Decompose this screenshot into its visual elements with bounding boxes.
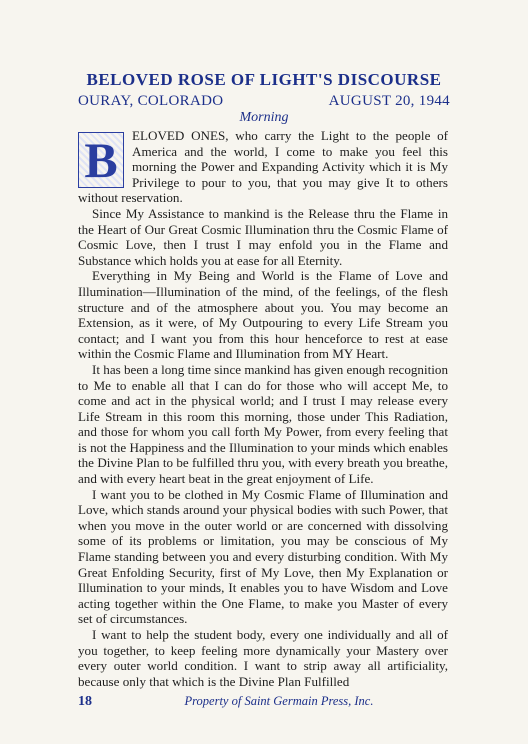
page-number: 18	[78, 694, 92, 709]
paragraph-2: Since My Assistance to mankind is the Release thru the Flame in the Heart of Our Great Cosmic Illumination thru the Cosmic Flame of Cosmic Love, then I trust I may enfold you in the Flame and Substance which holds you at ease for all Eternity.	[78, 205, 448, 268]
discourse-title: BELOVED ROSE OF LIGHT'S DISCOURSE	[86, 70, 442, 89]
publisher-credit: Property of Saint Germain Press, Inc.	[184, 694, 374, 708]
paragraph-6: I want to help the student body, every one individually and all of you together, to keep feeling more dynamically your Mastery over every outer world condition. I want to strip away all artificiality, because only that which is the Divine Plan Fulfilled	[78, 627, 448, 689]
paragraph-1-text: who carry the Light to the people of America and the world, I come to make you feel this morning the Power and Expanding Activity which it is My Privilege to pour to you, that you may give It to others without reservation.	[78, 128, 449, 206]
time-of-day: Morning	[239, 110, 289, 125]
paragraph-4: It has been a long time since mankind has given enough recognition to Me to enable all that I can do for those who will accept Me, to come and act in the physical world; and I trust I may release every Life Stream in this room this morning, those under This Radiation, and those for whom you call forth My Power, from every feeling that is not the Happiness and the Illumination to your minds which enables the Divine Plan to be fulfilled thru you, with every breath you breathe, and with every heart beat in the great enjoyment of Life.	[78, 361, 448, 487]
discourse-body	[78, 128, 448, 689]
paragraph-5: I want you to be clothed in My Cosmic Flame of Illumination and Love, which stands around your physical bodies with such Power, that when you move in the outer world or are concerned with dissolving some of its problems or limitation, you may be conscious of My Flame standing between you and every disturbing condition. With My Great Enfolding Security, first of My Love, then My Explanation or Illumination to your minds, It enables you to have Wisdom and Love acting together within the One Flame, to make you Master of every set of circumstances.	[78, 486, 448, 627]
date: AUGUST 20, 1944	[328, 93, 450, 109]
paragraph-1	[78, 128, 448, 206]
drop-cap-letter: B	[84, 132, 118, 188]
lead-words: ELOVED ONES,	[132, 128, 229, 143]
drop-cap-ornament	[78, 132, 124, 188]
location: OURAY, COLORADO	[78, 93, 224, 109]
paragraph-3: Everything in My Being and World is the Flame of Love and Illumination—Illumination of the mind, of the feelings, of the flesh structure and of the atmosphere about you. You may become an Extension, as it were, of My Outpouring to every Life Stream you contact; and I want you from this hour henceforce to rest at ease within the Cosmic Flame and Illumination from MY Heart.	[78, 268, 448, 362]
